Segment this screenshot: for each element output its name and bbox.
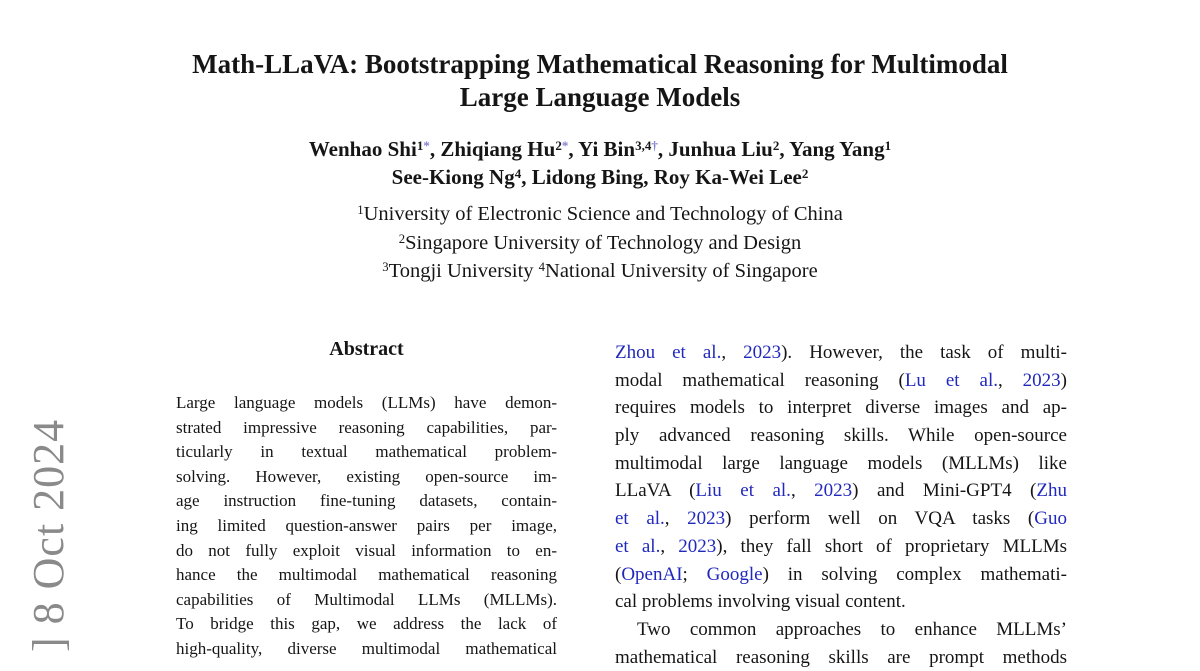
citation-link[interactable]: et al. (615, 508, 665, 530)
text-run: modal mathematical reasoning ( (615, 369, 905, 391)
citation-link[interactable]: 2023 (1022, 369, 1061, 391)
citation-link[interactable]: 2023 (687, 508, 726, 530)
superscript: 3,4 (635, 138, 652, 154)
body-text-line (615, 561, 1067, 589)
abstract-text-line: solving. However, existing open-source im- (176, 466, 557, 486)
superscript: 4 (514, 166, 522, 182)
superscript: 1 (416, 138, 424, 154)
abstract-text-line: hance the multimodal mathematical reasoning (176, 565, 557, 585)
text-run: , Yang Yang (779, 137, 885, 161)
text-run: ) in solving complex mathemati- (762, 563, 1067, 585)
text-run: LLaVA ( (615, 480, 696, 502)
citation-link[interactable]: Lu et al. (904, 369, 998, 391)
text-run: requires models to interpret diverse images and ap- (615, 397, 1067, 419)
body-text-line (615, 450, 1067, 478)
author-footnote-marker: * (561, 138, 569, 154)
text-run: ( (615, 563, 622, 585)
citation-link[interactable]: Zhou et al. (615, 342, 722, 363)
text-run: mathematical reasoning skills are prompt methods (615, 646, 1067, 668)
abstract-body (176, 391, 557, 662)
superscript: 1 (884, 138, 892, 154)
text-run: ), they fall short of proprietary MLLMs (716, 535, 1067, 557)
author-list (0, 135, 1200, 191)
text-run: University of Electronic Science and Technology of China (363, 203, 843, 225)
superscript: 2 (801, 166, 809, 182)
text-run: ply advanced reasoning skills. While open-source (615, 425, 1067, 447)
text-run: Two common approaches to enhance MLLMs’ (637, 618, 1067, 640)
citation-link[interactable]: Google (706, 563, 763, 585)
abstract-text-line: age instruction fine-tuning datasets, contain- (176, 491, 557, 511)
arxiv-date-stamp: ] 8 Oct 2024 (24, 418, 73, 652)
superscript: 2 (555, 138, 562, 154)
text-run: , Junhua Liu (657, 137, 773, 161)
text-run: Wenhao Shi (308, 137, 417, 161)
text-run: Singapore University of Technology and Design (405, 231, 802, 254)
body-text-line (615, 505, 1067, 533)
text-run: , Yi Bin (568, 137, 636, 161)
text-run: cal problems involving visual content. (615, 591, 906, 613)
paper-title (0, 48, 1200, 114)
text-run: ; (682, 563, 707, 585)
abstract-text-line: Large language models (LLMs) have demon- (176, 393, 557, 412)
affiliation-line (0, 200, 1200, 229)
body-text-line (615, 394, 1067, 422)
citation-link[interactable]: et al. (615, 535, 661, 557)
affiliation-list (0, 200, 1200, 286)
text-run: multimodal large language models (MLLMs) like (615, 452, 1067, 474)
body-text-line (615, 533, 1067, 561)
author-line-2 (0, 163, 1200, 191)
superscript: 4 (538, 260, 546, 275)
abstract-text-line: capabilities of Multimodal LLMs (MLLMs). (176, 589, 557, 609)
citation-link[interactable]: Liu et al. (695, 480, 791, 502)
author-footnote-marker: * (423, 138, 430, 154)
paper-title-line-1: Math-LLaVA: Bootstrapping Mathematical Reasoning for Multimodal (192, 49, 1008, 79)
author-footnote-marker: † (651, 138, 658, 154)
body-text-line (615, 422, 1067, 450)
text-run: , (721, 342, 744, 363)
text-run: , (664, 508, 688, 530)
superscript: 2 (398, 231, 406, 246)
citation-link[interactable]: Guo (1034, 508, 1067, 530)
abstract-text-line: To bridge this gap, we address the lack of (176, 614, 557, 634)
text-run: ). However, the task of multi- (781, 342, 1067, 363)
abstract-text-line: ticularly in textual mathematical problem- (176, 442, 557, 462)
abstract-column (176, 337, 557, 662)
superscript: 1 (357, 203, 364, 218)
body-text-line (615, 588, 1067, 616)
citation-link[interactable]: Zhu (1036, 480, 1067, 502)
text-run: ) perform well on VQA tasks ( (725, 508, 1035, 530)
introduction-column (615, 339, 1067, 671)
body-text-line (615, 477, 1067, 505)
superscript: 3 (382, 260, 389, 275)
body-text-line (615, 367, 1067, 395)
affiliation-line (0, 257, 1200, 286)
text-run: , (997, 369, 1023, 391)
author-line-1 (0, 135, 1200, 163)
abstract-text-line: do not fully exploit visual information to en- (176, 540, 557, 560)
text-run: National University of Singapore (545, 260, 818, 282)
text-run: ) and Mini-GPT4 ( (852, 480, 1037, 502)
superscript: 2 (772, 138, 780, 154)
abstract-text-line: ing limited question-answer pairs per image, (176, 515, 557, 535)
affiliation-line (0, 229, 1200, 258)
text-run: See-Kiong Ng (391, 165, 515, 189)
abstract-heading: Abstract (329, 338, 404, 360)
body-text-line (615, 616, 1067, 644)
body-text-line (615, 339, 1067, 367)
text-run: Tongji University (388, 260, 539, 282)
text-run: , Zhiqiang Hu (429, 137, 556, 161)
abstract-text-line: high-quality, diverse multimodal mathematical (176, 638, 557, 658)
citation-link[interactable]: 2023 (678, 535, 717, 557)
citation-link[interactable]: 2023 (743, 342, 782, 363)
citation-link[interactable]: 2023 (814, 480, 853, 502)
text-run: , (790, 480, 815, 502)
citation-link[interactable]: OpenAI (621, 563, 683, 585)
text-run: , (660, 535, 679, 557)
paper-title-line-2: Large Language Models (459, 82, 741, 112)
abstract-text-line: strated impressive reasoning capabilities, par- (176, 417, 557, 437)
text-run: ) (1060, 369, 1067, 391)
text-run: , Lidong Bing, Roy Ka-Wei Lee (521, 165, 802, 189)
